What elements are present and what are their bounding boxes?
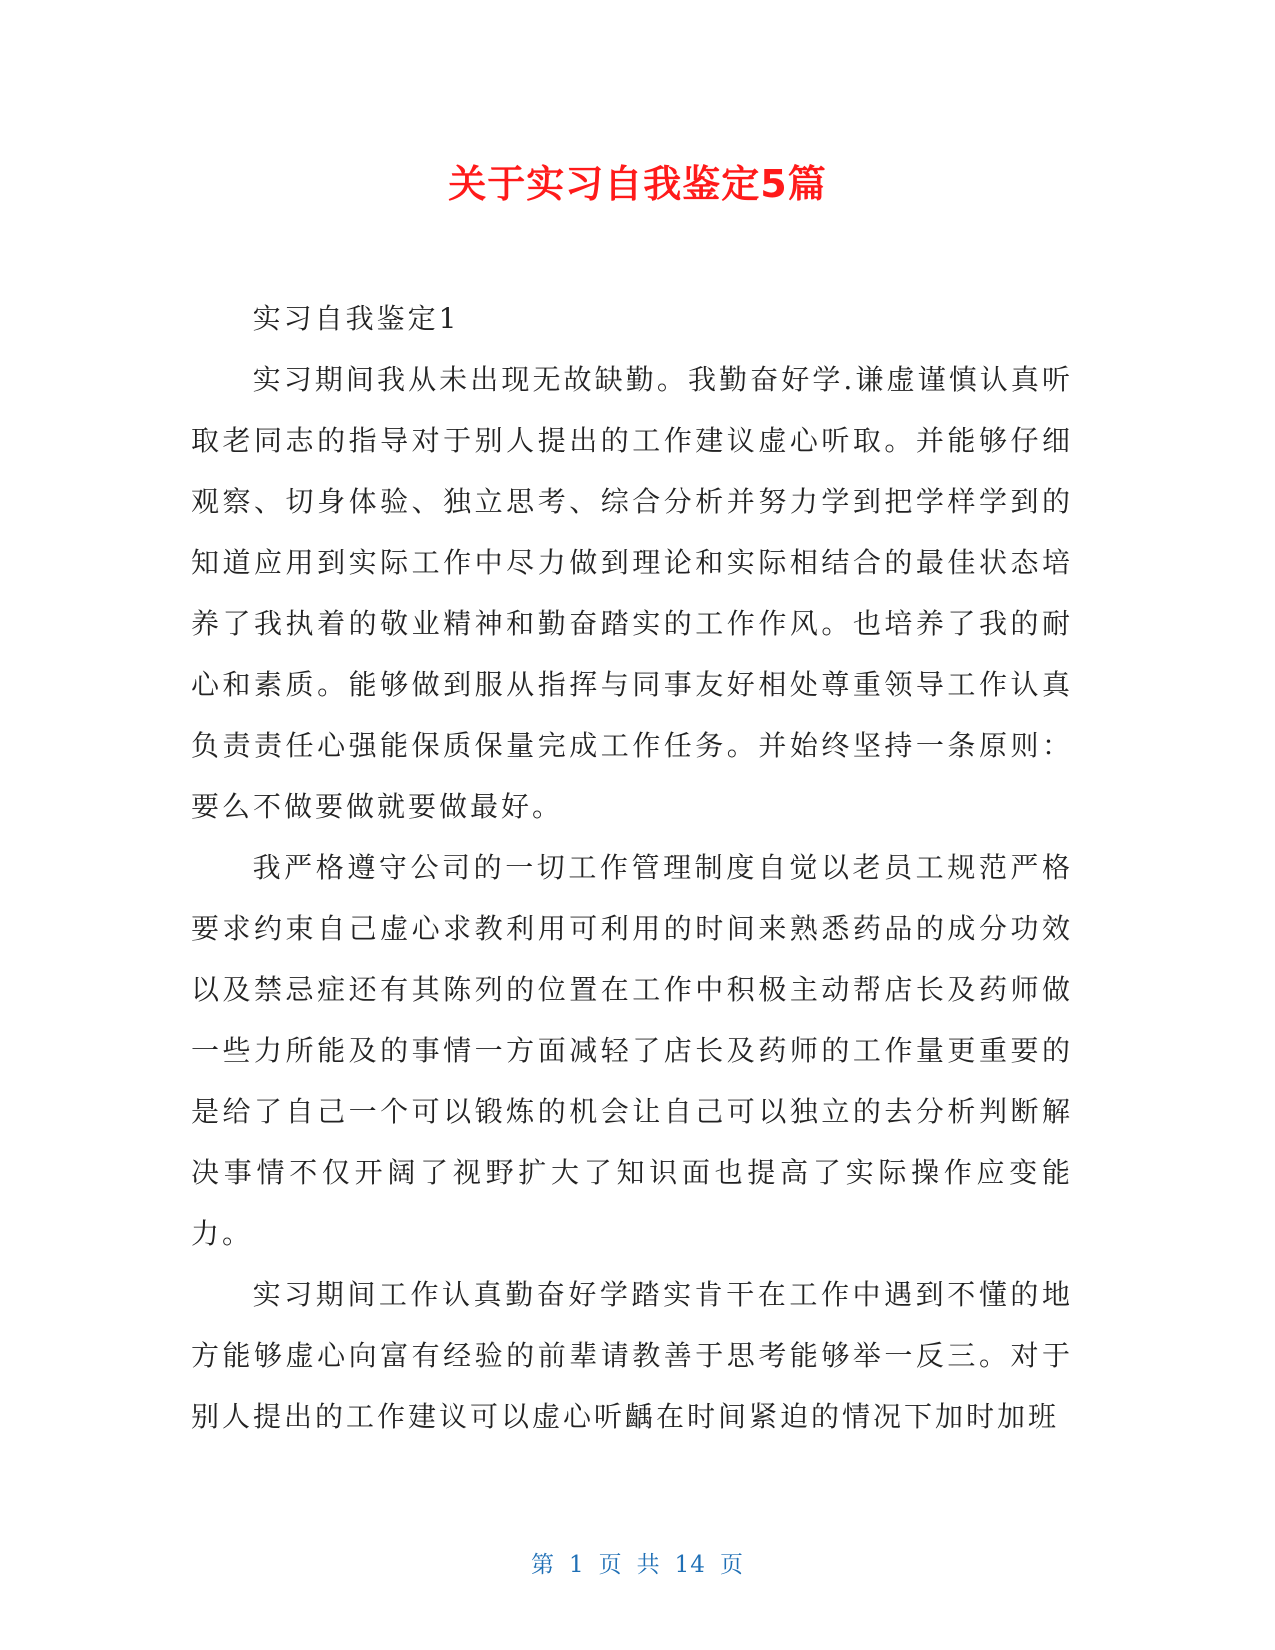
- footer-page-word: 页: [598, 1552, 623, 1578]
- footer-current-page: 1: [569, 1552, 585, 1578]
- section-heading: 实习自我鉴定1: [252, 302, 460, 335]
- footer-prefix: 第: [531, 1552, 556, 1578]
- paragraph-3: 实习期间工作认真勤奋好学踏实肯干在工作中遇到不懂的地方能够虚心向富有经验的前辈请教善于思考能够举一反三。对于别人提出的工作建议可以虚心听齲在时间紧迫的情况下加时加班: [191, 1278, 1073, 1433]
- document-title: 关于实习自我鉴定5篇: [448, 162, 827, 206]
- page-footer: [0, 1546, 1275, 1579]
- footer-total-pages: 14: [674, 1552, 706, 1578]
- footer-suffix: 页: [719, 1552, 744, 1578]
- paragraph-1: 实习期间我从未出现无故缺勤。我勤奋好学.谦虚谨慎认真听取老同志的指导对于别人提出的工作建议虚心听取。并能够仔细观察、切身体验、独立思考、综合分析并努力学到把学样学到的知道应用到实际工作中尽力做到理论和实际相结合的最佳状态培养了我执着的敬业精神和勤奋踏实的工作作风。也培养了我的耐心和素质。能够做到服从指挥与同事友好相处尊重领导工作认真负责责任心强能保质保量完成工作任务。并始终坚持一条原则：要么不做要做就要做最好。: [191, 363, 1073, 823]
- document-body: [191, 288, 1073, 1447]
- paragraph-2: 我严格遵守公司的一切工作管理制度自觉以老员工规范严格要求约束自己虚心求教利用可利用的时间来熟悉药品的成分功效以及禁忌症还有其陈列的位置在工作中积极主动帮店长及药师做一些力所能及的事情一方面减轻了店长及药师的工作量更重要的是给了自己一个可以锻炼的机会让自己可以独立的去分析判断解决事情不仅开阔了视野扩大了知识面也提高了实际操作应变能力。: [191, 851, 1073, 1250]
- footer-total-word: 共: [636, 1552, 661, 1578]
